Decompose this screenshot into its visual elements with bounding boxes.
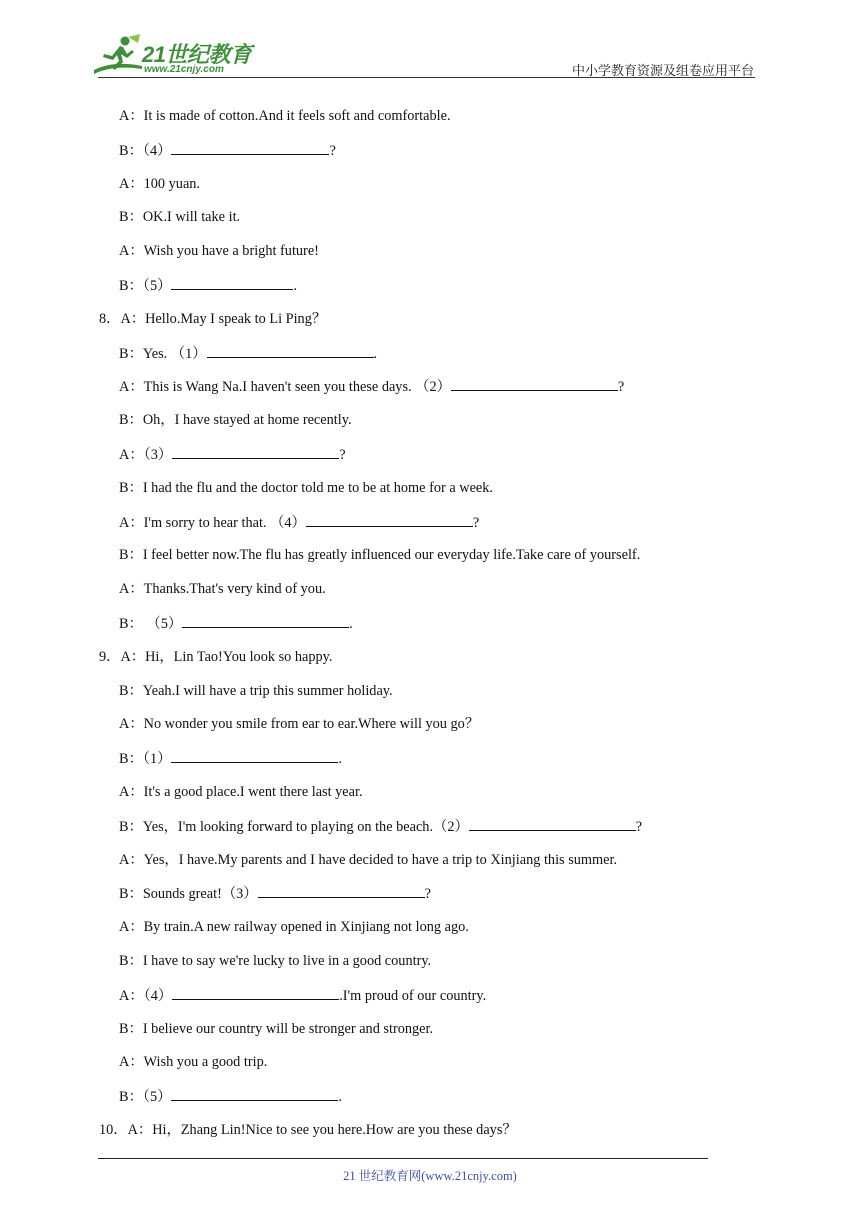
answer-blank[interactable] <box>172 445 339 459</box>
dialogue-line <box>119 479 493 497</box>
answer-blank[interactable] <box>171 276 293 290</box>
dialogue-line <box>119 546 640 564</box>
line-text: 9．A：Hi，Lin Tao!You look so happy. <box>99 648 333 665</box>
answer-blank[interactable] <box>306 513 473 527</box>
footer-link[interactable]: 21 世纪教育网(www.21cnjy.com) <box>343 1169 517 1183</box>
line-text: A：It is made of cotton.And it feels soft and comfortable. <box>119 108 451 124</box>
question-line <box>99 648 332 666</box>
line-suffix: ? <box>472 514 480 531</box>
line-text: A：Wish you have a bright future! <box>119 243 319 260</box>
line-text: B：（5） <box>119 278 172 294</box>
line-suffix: ? <box>329 142 336 159</box>
line-text: A：By train.A new railway opened in Xinjiang not long ago. <box>119 919 469 936</box>
answer-blank[interactable] <box>451 377 618 391</box>
line-text: B：（1） <box>119 751 172 768</box>
answer-blank[interactable] <box>469 817 636 831</box>
dialogue-line <box>119 614 353 633</box>
line-text: A：Thanks.That's very kind of you. <box>119 581 326 598</box>
dialogue-line <box>119 377 624 396</box>
line-text: A：100 yuan. <box>119 175 201 192</box>
answer-blank[interactable] <box>172 986 339 1000</box>
dialogue-line <box>119 749 342 768</box>
dialogue-line <box>119 715 479 733</box>
line-text: B：I feel better now.The flu has greatly influenced our everyday life.Take care of yourself. <box>119 547 641 564</box>
line-suffix: . <box>338 751 343 768</box>
dialogue-line <box>119 580 326 598</box>
line-text: A：（4） <box>119 987 173 1004</box>
page-header <box>0 0 860 80</box>
line-suffix: ? <box>424 886 431 903</box>
dialogue-line <box>119 344 377 363</box>
dialogue-line <box>119 1087 342 1106</box>
dialogue-line <box>119 986 486 1005</box>
question-line <box>99 1121 517 1139</box>
line-text: A：Wish you a good trip. <box>119 1054 268 1071</box>
dialogue-line <box>119 242 319 260</box>
logo-url-text: www.21cnjy.com <box>144 64 224 75</box>
line-text: B：Oh，I have stayed at home recently. <box>119 412 352 429</box>
answer-blank[interactable] <box>171 141 329 155</box>
line-text: B：Yes，I'm looking forward to playing on the beach.（2） <box>119 818 469 835</box>
site-logo[interactable] <box>92 34 262 78</box>
dialogue-line <box>119 682 393 700</box>
site-name: 中小学教育资源及组卷应用平台 <box>571 63 754 78</box>
line-suffix: .I'm proud of our country. <box>339 987 487 1004</box>
dialogue-line <box>119 952 431 970</box>
line-text: A：No wonder you smile from ear to ear.Where will you go？ <box>119 716 480 733</box>
line-text: A：Yes，I have.My parents and I have decided to have a trip to Xinjiang this summer. <box>119 851 618 868</box>
line-suffix: ? <box>617 379 625 396</box>
line-suffix: ? <box>635 818 643 835</box>
line-text: B：Sounds great!（3） <box>119 886 258 903</box>
question-line <box>99 310 326 328</box>
dialogue-line <box>119 851 617 869</box>
line-text: B： （5） <box>119 616 183 632</box>
logo-brand-text: 21世纪教育 <box>142 42 252 67</box>
answer-blank[interactable] <box>171 1087 338 1101</box>
line-text: B：I have to say we're lucky to live in a good country. <box>119 953 432 969</box>
dialogue-line <box>119 411 352 429</box>
dialogue-line <box>119 1020 433 1038</box>
line-text: B：（4） <box>119 142 172 159</box>
dialogue-line <box>119 445 346 464</box>
header-divider <box>98 77 755 78</box>
runner-logo-icon <box>92 34 144 78</box>
line-text: B：Yeah.I will have a trip this summer holiday. <box>119 682 393 699</box>
line-text: A：I'm sorry to hear that. （4） <box>119 514 306 531</box>
dialogue-line <box>119 276 297 295</box>
dialogue-line <box>119 884 431 903</box>
dialogue-line <box>119 175 200 193</box>
line-text: A：This is Wang Na.I haven't seen you these days. （2） <box>119 379 451 396</box>
answer-blank[interactable] <box>171 749 338 763</box>
dialogue-line <box>119 107 451 125</box>
line-text: A：（3） <box>119 447 173 463</box>
line-text: 8．A：Hello.May I speak to Li Ping？ <box>99 310 327 327</box>
answer-blank[interactable] <box>207 344 374 358</box>
dialogue-line <box>119 918 469 936</box>
dialogue-line <box>119 783 363 801</box>
line-text: B：OK.I will take it. <box>119 209 241 226</box>
line-text: B：（5） <box>119 1089 172 1106</box>
dialogue-line <box>119 141 336 160</box>
answer-blank[interactable] <box>258 884 425 898</box>
footer-divider <box>98 1158 708 1159</box>
line-suffix: . <box>349 616 353 632</box>
line-text: 10．A：Hi，Zhang Lin!Nice to see you here.How are you these days？ <box>99 1122 517 1138</box>
dialogue-line <box>119 513 479 532</box>
dialogue-line <box>119 208 240 226</box>
dialogue-line <box>119 817 642 836</box>
answer-blank[interactable] <box>182 614 349 628</box>
line-suffix: . <box>293 278 298 294</box>
line-text: B：I had the flu and the doctor told me to be at home for a week. <box>119 479 493 496</box>
line-suffix: ? <box>339 447 346 463</box>
line-text: B：Yes. （1） <box>119 345 207 362</box>
line-text: A：It's a good place.I went there last year. <box>119 784 363 800</box>
line-suffix: . <box>373 345 378 362</box>
line-text: B：I believe our country will be stronger and stronger. <box>119 1020 434 1037</box>
line-suffix: . <box>338 1089 343 1106</box>
dialogue-line <box>119 1053 267 1071</box>
